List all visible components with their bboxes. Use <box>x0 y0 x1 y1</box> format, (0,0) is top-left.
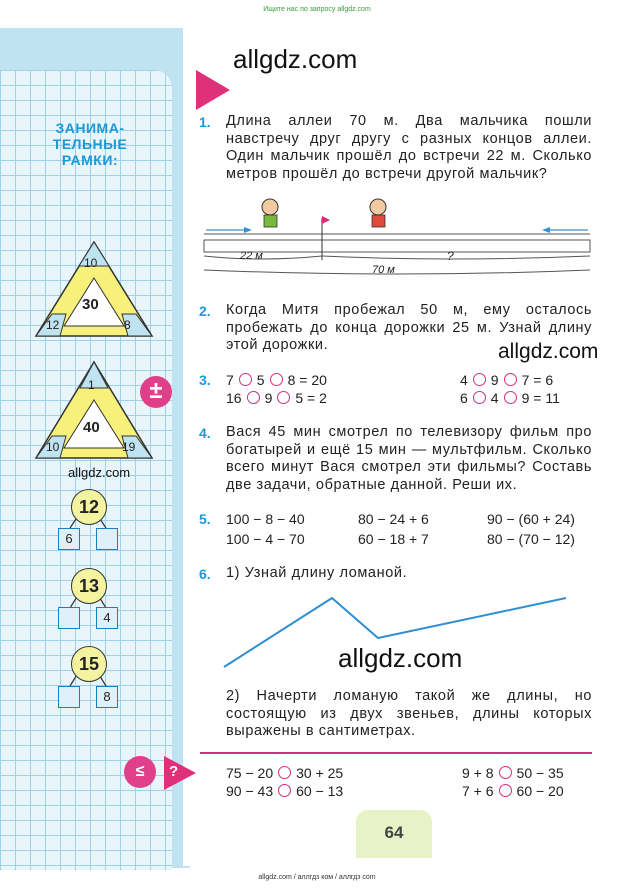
blank-circle[interactable] <box>473 373 486 386</box>
blank-circle[interactable] <box>277 391 290 404</box>
tri1-top: 10 <box>84 256 98 270</box>
expr: 80 − 24 + 6 <box>358 511 429 527</box>
blank-circle[interactable] <box>270 373 283 386</box>
question-mark: ? <box>169 763 179 780</box>
task-6-part1: 1) Узнай длину ломаной. <box>226 565 408 581</box>
watermark-mid: allgdz.com <box>498 340 599 363</box>
expr: 60 − 18 + 7 <box>358 531 429 547</box>
compare-icon: ≤ <box>124 756 156 788</box>
watermark-top: allgdz.com <box>233 44 358 74</box>
tree-3-right-box: 8 <box>96 686 118 708</box>
tree-2-left-box <box>58 607 80 629</box>
task-6-number: 6. <box>199 566 211 582</box>
blank-circle[interactable] <box>473 391 486 404</box>
task-2-text: Когда Митя пробежал 50 м, ему осталось пробежать до конца дорожки 25 м. Узнай длину этой дорожки. <box>226 302 592 353</box>
task-3-left-2: 16 9 5 = 2 <box>226 390 327 406</box>
tree-root-2: 13 <box>71 568 107 604</box>
expr: 100 − 8 − 40 <box>226 511 305 527</box>
top-note: Ищите нас по запросу allgdz.com <box>263 6 371 13</box>
section-arrow-icon <box>196 70 232 110</box>
expr: 100 − 4 − 70 <box>226 531 305 547</box>
tree-1-right-box <box>96 528 118 550</box>
tri2-top: 1 <box>88 378 95 392</box>
task-1-number: 1. <box>199 114 211 130</box>
blank-circle[interactable] <box>278 766 291 779</box>
task-5-number: 5. <box>199 511 211 527</box>
watermark-lower: allgdz.com <box>338 643 463 673</box>
blank-circle[interactable] <box>499 766 512 779</box>
bonus-left-2: 90 − 43 60 − 13 <box>226 783 344 799</box>
tri1-center: 30 <box>82 296 99 313</box>
divider <box>200 752 592 754</box>
bonus-right-2: 7 + 6 60 − 20 <box>462 783 564 799</box>
bonus-right-1: 9 + 8 50 − 35 <box>462 765 564 781</box>
tree-1-left-box: 6 <box>58 528 80 550</box>
alley-figure <box>200 190 595 280</box>
blank-circle[interactable] <box>504 391 517 404</box>
title-line: ТЕЛЬНЫЕ <box>52 136 128 152</box>
sidebar-title <box>40 120 140 168</box>
task-4-text: Вася 45 мин смотрел по телевизору фильм про богатырей и ещё 15 мин — мультфильм. Сколько всего минут Вася смотрел эти фильмы? Составь две задачи, обратные данной. Реши их. <box>226 424 592 493</box>
blank-circle[interactable] <box>247 391 260 404</box>
title-line: РАМКИ: <box>61 152 119 168</box>
tri2-right: 19 <box>122 440 136 454</box>
plus-minus-icon: ± <box>140 376 172 408</box>
task-3-number: 3. <box>199 372 211 388</box>
blank-circle[interactable] <box>499 784 512 797</box>
task-3-left-1: 7 5 8 = 20 <box>226 372 327 388</box>
task-4-number: 4. <box>199 425 211 441</box>
expr: 90 − (60 + 24) <box>487 511 575 527</box>
side-watermark: allgdz.com <box>68 465 131 480</box>
tree-root-3: 15 <box>71 646 107 682</box>
task-3-right-2: 6 4 9 = 11 <box>460 390 560 406</box>
blank-circle[interactable] <box>504 373 517 386</box>
label-question: ? <box>447 249 454 263</box>
label-22m: 22 м <box>240 250 263 262</box>
label-70m: 70 м <box>372 264 395 276</box>
tree-3-left-box <box>58 686 80 708</box>
task-2-number: 2. <box>199 303 211 319</box>
task-6-part2: 2) Начерти ломаную такой же длины, но состоящую из двух звеньев, длины которых выражены в сантиметрах. <box>226 688 592 739</box>
page-number: 64 <box>356 810 432 858</box>
tree-2-right-box: 4 <box>96 607 118 629</box>
tri2-center: 40 <box>83 419 100 436</box>
task-1-text: Длина аллеи 70 м. Два мальчика пошли навстречу друг другу с разных концов аллеи. Один мальчик прошёл до встречи 22 м. Сколько метров прошёл до встречи другой мальчик? <box>226 113 592 182</box>
tri1-left: 12 <box>46 318 60 332</box>
blank-circle[interactable] <box>239 373 252 386</box>
blank-circle[interactable] <box>278 784 291 797</box>
tri1-right: 8 <box>124 318 131 332</box>
title-line: ЗАНИМА- <box>55 120 125 136</box>
task-3-right-1: 4 9 7 = 6 <box>460 372 554 388</box>
footer: allgdz.com / аллгдз ком / аллгдз com <box>258 874 376 881</box>
bonus-left-1: 75 − 20 30 + 25 <box>226 765 344 781</box>
tri2-left: 10 <box>46 440 60 454</box>
tree-root-1: 12 <box>71 489 107 525</box>
expr: 80 − (70 − 12) <box>487 531 575 547</box>
